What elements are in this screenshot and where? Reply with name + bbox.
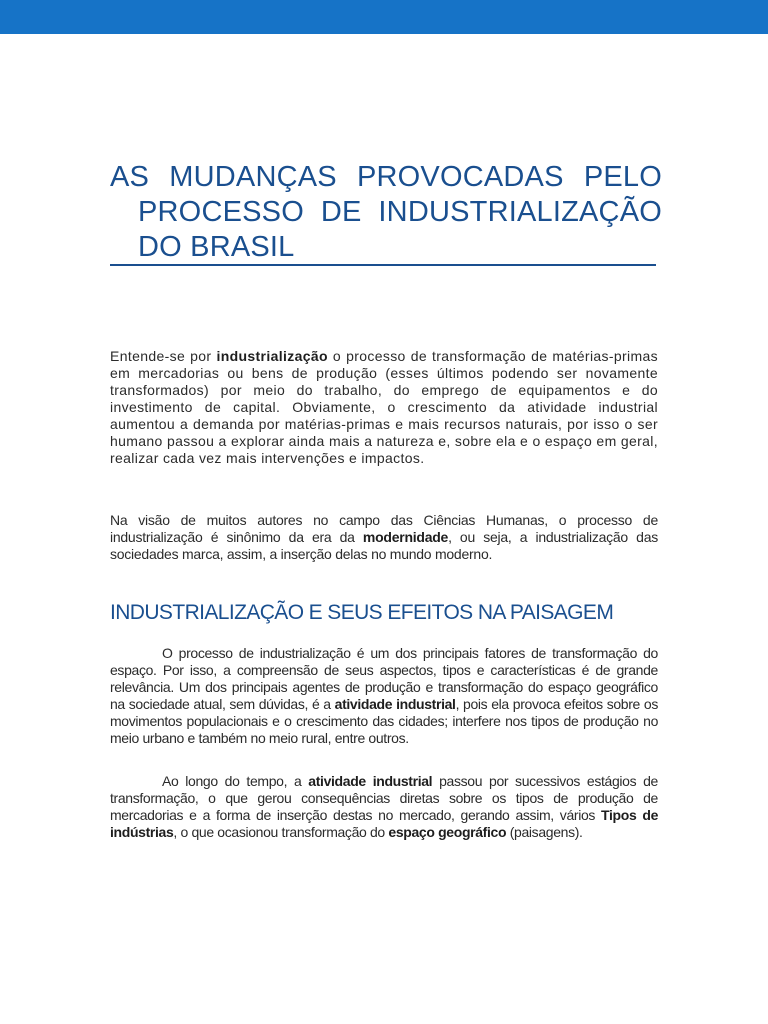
section-paragraph-2 [110, 773, 658, 841]
title-line-2: PROCESSO DE INDUSTRIALIZAÇÃO [138, 196, 662, 228]
bold-term: atividade industrial [334, 696, 456, 712]
text-run: o processo de transformação de matérias-primas em mercadorias ou bens de produção (esses últimos podendo ser novamente transformados) por meio do trabalho, do emprego de equipamentos e do investimento de capital. Obviamente, o crescimento da atividade industrial aumentou a demanda por matérias-primas e mais recursos naturais, por isso o ser humano passou a explorar ainda mais a natureza e, sobre ela e o espaço em geral, realizar cada vez mais intervenções e impactos. [110, 348, 659, 466]
bold-term: Tipos de indústrias [110, 807, 659, 840]
text-run: , ou seja, a industrialização das sociedades marca, assim, a inserção delas no mundo moderno. [110, 529, 658, 562]
intro-paragraph-1 [110, 348, 658, 467]
text-run: O processo de industrialização é um dos principais fatores de transformação do espaço. Por isso, a compreensão de seus aspectos, tipos e características é de grande relevância. Um dos principais agentes de produção e transformação do espaço geográfico na sociedade atual, sem dúvidas, é a [110, 645, 658, 712]
text-run: Entende-se por [110, 348, 217, 364]
bold-term: atividade industrial [308, 773, 433, 789]
text-run: passou por sucessivos estágios de transformação, o que gerou consequências diretas sobre os tipos de produção de mercadorias e a forma de inserção destas no mercado, gerando assim, vários [110, 773, 658, 823]
text-run: , o que ocasionou transformação do [173, 824, 389, 840]
title-line-1: AS MUDANÇAS PROVOCADAS PELO [110, 161, 662, 193]
bold-term: espaço geográfico [388, 824, 507, 840]
title-line-3: DO BRASIL [138, 231, 295, 263]
text-run: Na visão de muitos autores no campo das Ciências Humanas, o processo de industrialização é sinônimo da era da [110, 512, 658, 545]
text-run: (paisagens). [506, 824, 583, 840]
bold-term: industrialização [216, 348, 328, 364]
bold-term: modernidade [362, 529, 449, 545]
document-title [110, 160, 662, 265]
section-paragraph-1 [110, 645, 658, 747]
section-heading: INDUSTRIALIZAÇÃO E SEUS EFEITOS NA PAISAGEM [110, 601, 614, 624]
text-run: , pois ela provoca efeitos sobre os movimentos populacionais e o crescimento das cidades; interfere nos tipos de produção no meio urbano e também no meio rural, entre outros. [110, 696, 658, 746]
top-banner-bar [0, 0, 768, 34]
text-run: Ao longo do tempo, a [162, 773, 309, 789]
intro-paragraph-2 [110, 512, 658, 563]
title-underline [110, 264, 656, 266]
